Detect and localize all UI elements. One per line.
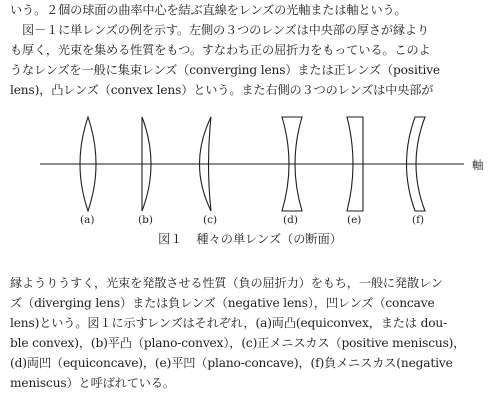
- text-line: いう。２個の球面の曲率中心を結ぶ直線をレンズの光軸または軸という。: [10, 3, 407, 17]
- lens-label-a: (a): [80, 214, 95, 226]
- text-line: 縁ようりうすく，光束を発散させる性質（負の屈折力）をもち，一般に発散レン: [10, 276, 443, 290]
- axis-label: 軸: [472, 158, 484, 172]
- figure-caption-text: 種々の単レンズ（の断面）: [196, 232, 342, 246]
- lens-label-c: (c): [203, 214, 218, 226]
- text-line: 図－１に単レンズの例を示す。左側の３つのレンズは中央部の厚さが縁より: [10, 23, 429, 37]
- lens-label-d: (d): [283, 214, 298, 226]
- text-line: うなレンズを一般に集束レンズ（converging lens）または正レンズ（positive: [10, 63, 440, 77]
- text-line: も厚く，光束を集める性質をもつ。すなわち正の屈折力をもっている。このよ: [10, 43, 431, 57]
- text-line: meniscus）と呼ばれている。: [10, 376, 175, 390]
- text-line: ズ（diverging lens）または負レンズ（negative lens），凹レンズ（concave: [10, 296, 435, 310]
- text-line: (d)両凹（equiconcave)，(e)平凹（plano-concave)，(f)負メニスカス(negative: [10, 356, 453, 370]
- lens-label-f: (f): [412, 214, 425, 226]
- figure-caption: [0, 231, 500, 247]
- lens-label-e: (e): [347, 214, 362, 226]
- text-line: ble convex)，(b)平凸（plano-convex），(c)正メニスカス（positive meniscus)，: [10, 336, 466, 350]
- lens-label-b: (b): [138, 214, 153, 226]
- figure-caption-number: 図１: [158, 232, 183, 246]
- lens-diagram: [0, 111, 500, 226]
- text-line: lens)という。図１に示すレンズはそれぞれ，(a)両凸(equiconvex，または dou-: [10, 316, 448, 330]
- text-line: lens)，凸レンズ（convex lens）という。また右側の３つのレンズは中央部が: [10, 83, 434, 97]
- lens-figure: [0, 111, 500, 226]
